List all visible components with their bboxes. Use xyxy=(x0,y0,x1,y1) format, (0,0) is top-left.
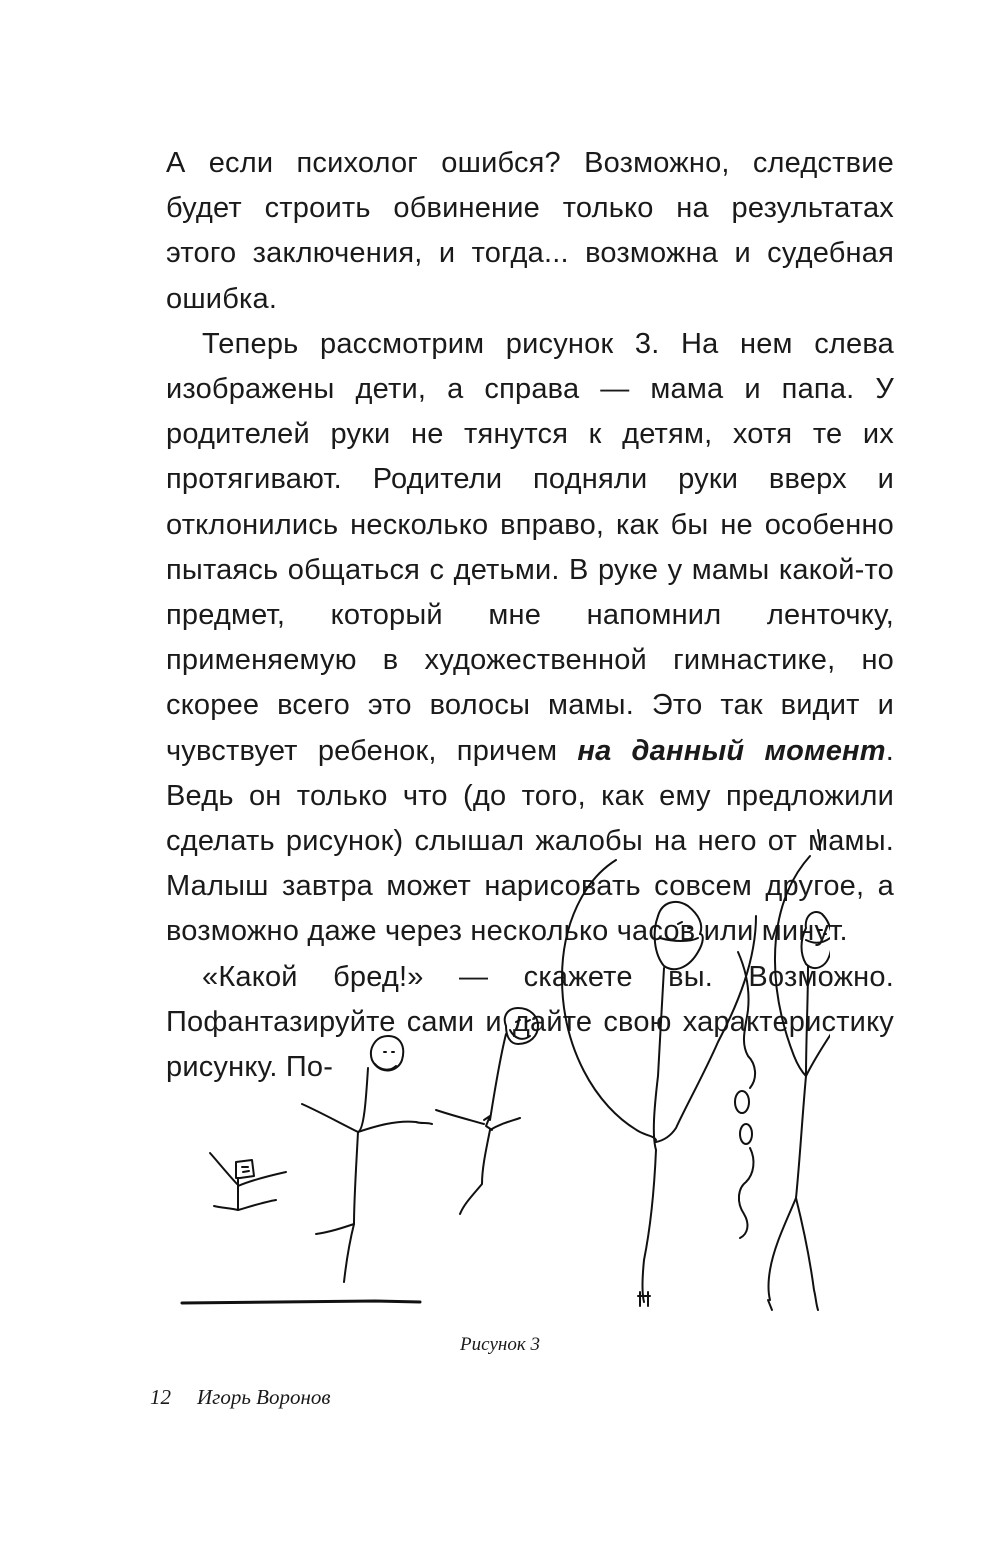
figure-caption: Рисунок 3 xyxy=(460,1334,540,1355)
running-author: Игорь Воронов xyxy=(197,1385,331,1409)
paragraph-3: «Какой бред!» — скажете вы. Возможно. Пофантазируйте сами и дайте свою характеристику рисунку. По- xyxy=(166,960,894,1084)
child-drawing xyxy=(170,820,830,1320)
emphasized-phrase: на данный момент xyxy=(577,734,886,767)
figure-father xyxy=(768,830,830,1310)
figure-child-2 xyxy=(302,1036,432,1320)
figure-3-drawing xyxy=(170,820,830,1320)
ground-line xyxy=(182,1301,420,1303)
paragraph-2-text-start: Теперь рассмотрим рисунок 3. На нем слева изображены дети, а справа — мама и папа. У родителей руки не тянутся к детям, хотя те их протягивают. Родители подняли руки вверх и отклонились несколько вправо, как бы не особенно пытаясь общаться с детьми. В руке у мамы какой-то предмет, который мне напомнил ленточку, применяемую в художественной гимнастике, но скорее всего это волосы мамы. Это так видит и чувствует ребенок, причем xyxy=(166,327,894,767)
figure-small-child xyxy=(210,1153,286,1210)
figure-mother xyxy=(562,860,756,1306)
figure-child-3 xyxy=(436,1008,538,1214)
paragraph-1: А если психолог ошибся? Возможно, следствие будет строить обвинение только на результатах этого заключения, и тогда... возможна и судебная ошибка. xyxy=(166,147,894,315)
paragraph-2-text-end: . Ведь он только что (до того, как ему предложили сделать рисунок) слышал жалобы на него от мамы. Малыш завтра может нарисовать совсем другое, а возможно даже через несколько часов или минут. xyxy=(166,734,894,948)
mother-ribbon xyxy=(735,952,755,1238)
page-number: 12 xyxy=(150,1385,171,1409)
page-footer xyxy=(150,1385,331,1410)
